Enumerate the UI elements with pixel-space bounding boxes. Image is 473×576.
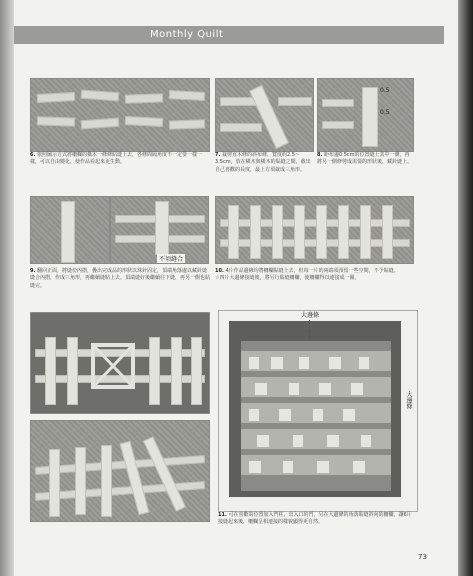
caption-step7 xyxy=(215,152,313,174)
gate-door xyxy=(91,343,135,389)
page-header-title: Monthly Quilt xyxy=(150,29,224,40)
step10-text: 4片作品邊緣均將柵欄貼縫上去，但每一片的兩端須預留一些空間，不予貼縫。 xyxy=(225,268,399,274)
photo-step10 xyxy=(215,196,414,264)
header-bar xyxy=(14,26,444,44)
photo-step9b xyxy=(110,196,209,264)
photo-gate xyxy=(30,312,210,414)
step11-text: 可在喜歡的位置加入門柱、出入口的門，另在大邊條的角落貼縫斜向的柵欄，讓6片接縫起來後，柵欄呈相連接的樣貌顯得更自然。 xyxy=(218,512,412,526)
large-border-label-top: 大邊條 xyxy=(301,312,320,319)
page-number: 73 xyxy=(418,553,427,561)
caption-step6 xyxy=(30,152,210,167)
photo-step7 xyxy=(215,78,314,152)
step9-number: 9. xyxy=(30,268,36,274)
step7-text: 裁剪直木條的斜布條，寬度約2.5～3.5cm，放在橫木與橫木的貼縫之間，截出自己喜歡的長度，最上方須裁成三角形。 xyxy=(215,152,311,173)
photo-step8 xyxy=(317,78,414,152)
caption-step10 xyxy=(215,268,413,283)
photo-step9a xyxy=(30,196,110,264)
step8-text: 距布邊0.5cm的位置縫上其中一側，再將另一側修剪成需要的形狀後，藏針縫上。 xyxy=(317,152,413,166)
caption-step9 xyxy=(30,268,210,290)
house-row-5 xyxy=(241,455,391,475)
border-pointer-top xyxy=(309,320,311,338)
photo-finished-quilt xyxy=(218,310,418,512)
step9-text: 翻回正面，將縫份內摺，疊出完成品的形狀以珠針固定，頂端角落處以藏針縫縫合內摺，作成三角形，再繼續縫貼上去。頂端縫好後繼續往下縫，再另一側也貼縫完。 xyxy=(30,268,211,289)
measure-label-b: 0.5 xyxy=(380,109,390,116)
page-edge xyxy=(458,0,473,576)
photo-diagonal-fence xyxy=(30,420,210,522)
step6-number: 6. xyxy=(30,152,36,158)
step7-number: 7. xyxy=(215,152,221,158)
photo-step6 xyxy=(30,78,210,152)
caption-step11 xyxy=(218,512,416,527)
caption-step8 xyxy=(317,152,413,167)
step10-note: ☆四片大邊條接縫後，將另行貼縫柵欄，使柵欄得以連接成一圈。 xyxy=(215,275,360,282)
step6-text: 依照圖示方式將柵欄的橫木一條條貼縫上去，各條間隔角度不一定要一樣一樣，可以自由變化，使作品看起來更生動。 xyxy=(30,152,202,166)
measure-label-a: 0.5 xyxy=(380,87,390,94)
no-sew-label: 不須縫合 xyxy=(159,256,184,263)
large-border-label-side: 大邊條 xyxy=(405,391,412,409)
step10-number: 10. xyxy=(215,268,224,274)
book-spine xyxy=(0,0,14,576)
step8-number: 8. xyxy=(317,152,323,158)
step11-number: 11. xyxy=(218,512,227,518)
